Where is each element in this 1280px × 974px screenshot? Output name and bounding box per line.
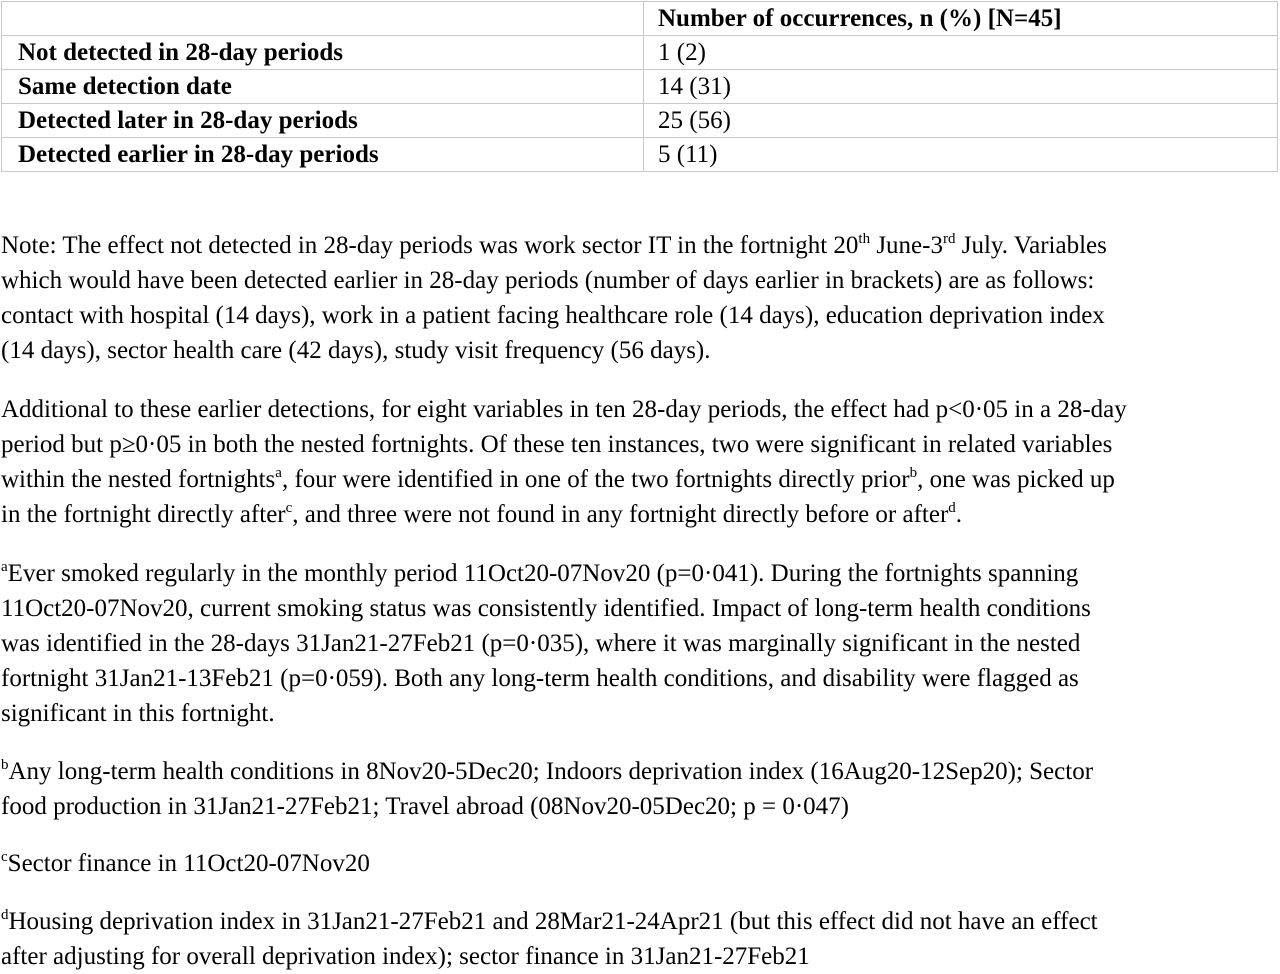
superscript: rd <box>942 231 956 247</box>
table-row-value: 14 (31) <box>644 70 1278 104</box>
text-line: was identified in the 28-days 31Jan21-27Feb21 (p=0·035), where it was marginally significant in the nested <box>1 630 1081 657</box>
text-line: significant in this fortnight. <box>1 700 275 727</box>
text-span: Ever smoked regularly in the monthly period 11Oct20-07Nov20 (p=0·041). During the fortnights spanning <box>7 560 1079 587</box>
table-row <box>2 104 1278 138</box>
text-line: which would have been detected earlier in 28-day periods (number of days earlier in brackets) are as follows: <box>1 267 1095 294</box>
text-line: after adjusting for overall deprivation index); sector finance in 31Jan21-27Feb21 <box>1 943 810 970</box>
footnote-marker: a <box>275 465 282 481</box>
footnote-marker: c <box>285 500 293 516</box>
text-line <box>1 754 1280 789</box>
table-row-value: 5 (11) <box>644 138 1278 172</box>
text-line: contact with hospital (14 days), work in a patient facing healthcare role (14 days), education deprivation index <box>1 302 1105 329</box>
footnote-marker: b <box>909 465 918 481</box>
results-table <box>1 1 1278 172</box>
text-line: (14 days), sector health care (42 days), study visit frequency (56 days). <box>1 337 711 364</box>
table-row-value: 1 (2) <box>644 36 1278 70</box>
table-row-label: Not detected in 28-day periods <box>2 36 644 70</box>
footnote-b <box>1 754 1280 824</box>
text-span: Note: The effect not detected in 28-day periods was work sector IT in the fortnight 20 <box>1 232 859 259</box>
table-row-label: Detected later in 28-day periods <box>2 104 644 138</box>
text-line <box>1 904 1280 939</box>
table-row <box>2 36 1278 70</box>
footnote-marker: c <box>1 849 8 865</box>
note-paragraph <box>1 228 1280 368</box>
table-header-row <box>2 2 1278 36</box>
text-line <box>1 497 1280 532</box>
text-line: food production in 31Jan21-27Feb21; Travel abroad (08Nov20-05Dec20; p = 0·047) <box>1 793 849 820</box>
footnote-marker: d <box>1 907 9 923</box>
text-span: . <box>955 501 963 528</box>
text-line <box>1 556 1280 591</box>
table-row <box>2 138 1278 172</box>
footnote-marker: a <box>1 559 8 575</box>
footnote-d <box>1 904 1280 974</box>
superscript: th <box>858 231 871 247</box>
table-row-value: 25 (56) <box>644 104 1278 138</box>
table-row <box>2 70 1278 104</box>
additional-paragraph <box>1 392 1280 532</box>
table-header-empty-cell <box>2 2 644 36</box>
text-span: July. Variables <box>955 232 1107 259</box>
table-row-label: Same detection date <box>2 70 644 104</box>
text-span: , and three were not found in any fortnight directly before or after <box>292 501 949 528</box>
footnote-c <box>1 846 1280 881</box>
text-line <box>1 462 1280 497</box>
table-column-header: Number of occurrences, n (%) [N=45] <box>644 2 1278 36</box>
text-span: Sector finance in 11Oct20-07Nov20 <box>7 850 370 877</box>
text-line: 11Oct20-07Nov20, current smoking status was consistently identified. Impact of long-term health conditions <box>1 595 1091 622</box>
footnote-a <box>1 556 1280 731</box>
text-line: Additional to these earlier detections, for eight variables in ten 28-day periods, the effect had p<0·05 in a 28-day <box>1 396 1127 423</box>
text-line <box>1 846 1280 881</box>
footnote-marker: b <box>1 757 9 773</box>
text-span: , four were identified in one of the two fortnights directly prior <box>281 466 910 493</box>
text-span: in the fortnight directly after <box>1 501 286 528</box>
text-span: Housing deprivation index in 31Jan21-27Feb21 and 28Mar21-24Apr21 (but this effect did not have an effect <box>8 908 1098 935</box>
text-line: fortnight 31Jan21-13Feb21 (p=0·059). Both any long-term health conditions, and disability were flagged as <box>1 665 1079 692</box>
text-span: within the nested fortnights <box>1 466 276 493</box>
text-span: Any long-term health conditions in 8Nov20-5Dec20; Indoors deprivation index (16Aug20-12Sep20); Sector <box>8 758 1094 785</box>
text-line: period but p≥0·05 in both the nested fortnights. Of these ten instances, two were significant in related variables <box>1 431 1113 458</box>
footnote-marker: d <box>948 500 956 516</box>
text-span: June-3 <box>870 232 943 259</box>
text-span: , one was picked up <box>917 466 1115 493</box>
text-line <box>1 228 1280 263</box>
table-row-label: Detected earlier in 28-day periods <box>2 138 644 172</box>
